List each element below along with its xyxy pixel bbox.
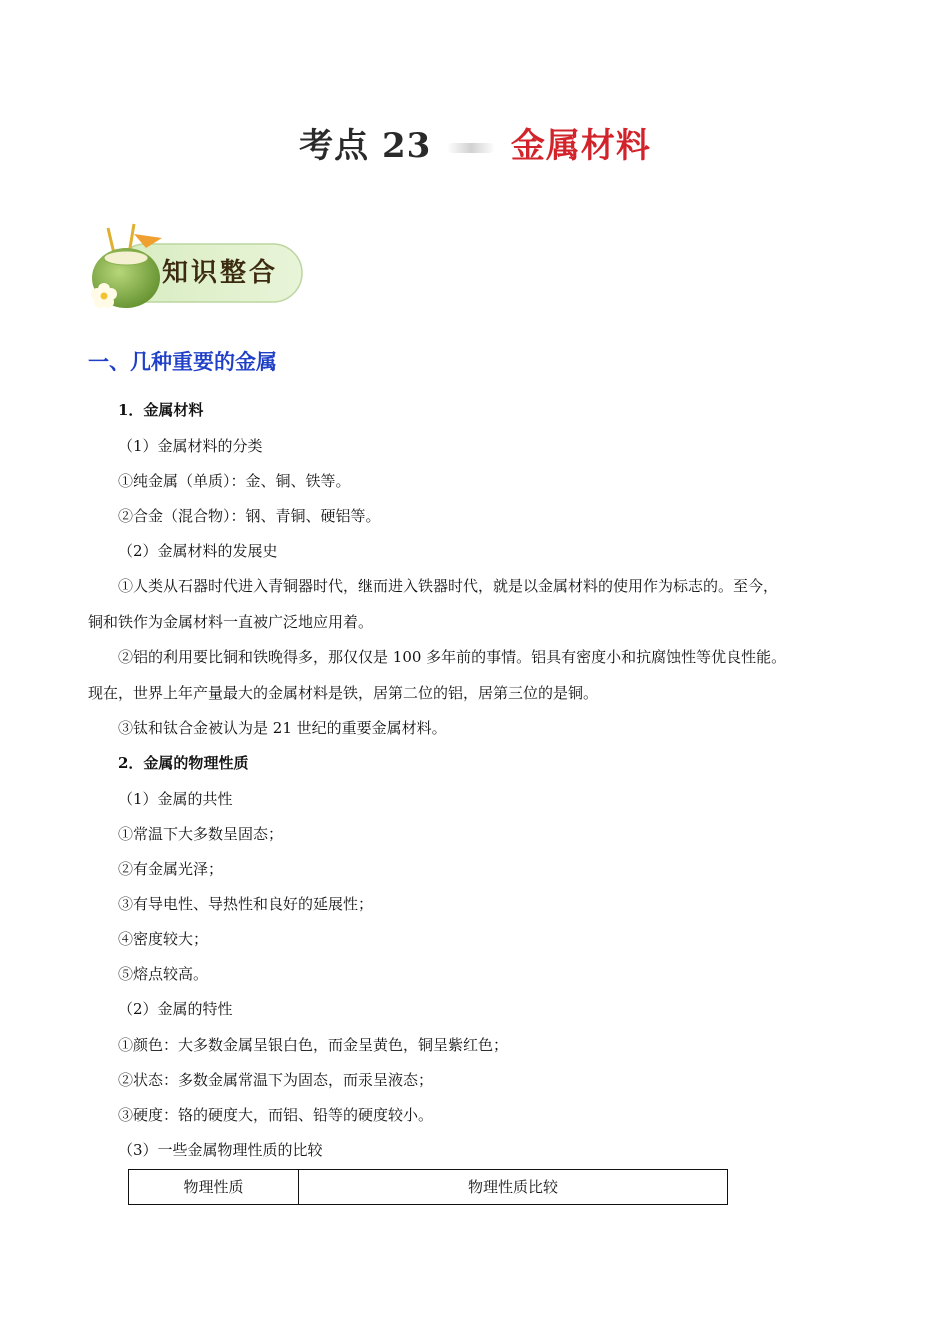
text-line: ②铝的利用要比铜和铁晚得多，那仅仅是 100 多年前的事情。铝具有密度小和抗腐蚀性等优良性能。 [118,648,787,666]
title-prefix: 考点 23 [299,126,432,166]
table-header-cell: 物理性质 [129,1170,299,1204]
text-line: （1）金属的共性 [118,790,233,808]
text-line: ③钛和钛合金被认为是 21 世纪的重要金属材料。 [118,719,447,737]
subheading-metal-materials: 1．金属材料 [118,401,204,419]
text-line: ③有导电性、导热性和良好的延展性； [118,895,374,913]
text-line: 现在，世界上年产量最大的金属材料是铁，居第二位的铝，居第三位的是铜。 [88,684,599,702]
text-line: ②合金（混合物）：钢、青铜、硬铝等。 [118,507,381,525]
title-main: 金属材料 [510,126,651,166]
banner-label: 知识整合 [162,258,279,288]
text-line: ③硬度：铬的硬度大，而铝、铅等的硬度较小。 [118,1106,434,1124]
text-line: （2）金属材料的发展史 [118,542,278,560]
text-line: （2）金属的特性 [118,1000,233,1018]
text-line: （3）一些金属物理性质的比较 [118,1141,323,1159]
text-line: （1）金属材料的分类 [118,437,263,455]
text-line: ①常温下大多数呈固态； [118,825,284,843]
text-line: ②状态：多数金属常温下为固态，而汞呈液态； [118,1071,434,1089]
text-line: ④密度较大； [118,930,209,948]
text-line: ⑤熔点较高。 [118,965,209,983]
table-header-cell: 物理性质比较 [467,1178,558,1196]
properties-table [128,1169,728,1205]
subheading-physical-properties: 2．金属的物理性质 [118,754,249,772]
text-line: ②有金属光泽； [118,860,224,878]
page-title [0,118,950,167]
text-line: 铜和铁作为金属材料一直被广泛地应用着。 [88,613,374,631]
knowledge-banner [86,222,306,314]
section-heading: 一、几种重要的金属 [88,350,277,374]
text-line: ①颜色：大多数金属呈银白色，而金呈黄色，铜呈紫红色； [118,1036,509,1054]
text-line: ①纯金属（单质）：金、铜、铁等。 [118,472,351,490]
title-separator [447,143,495,153]
text-line: ①人类从石器时代进入青铜器时代，继而进入铁器时代，就是以金属材料的使用作为标志的。至今， [118,577,779,595]
